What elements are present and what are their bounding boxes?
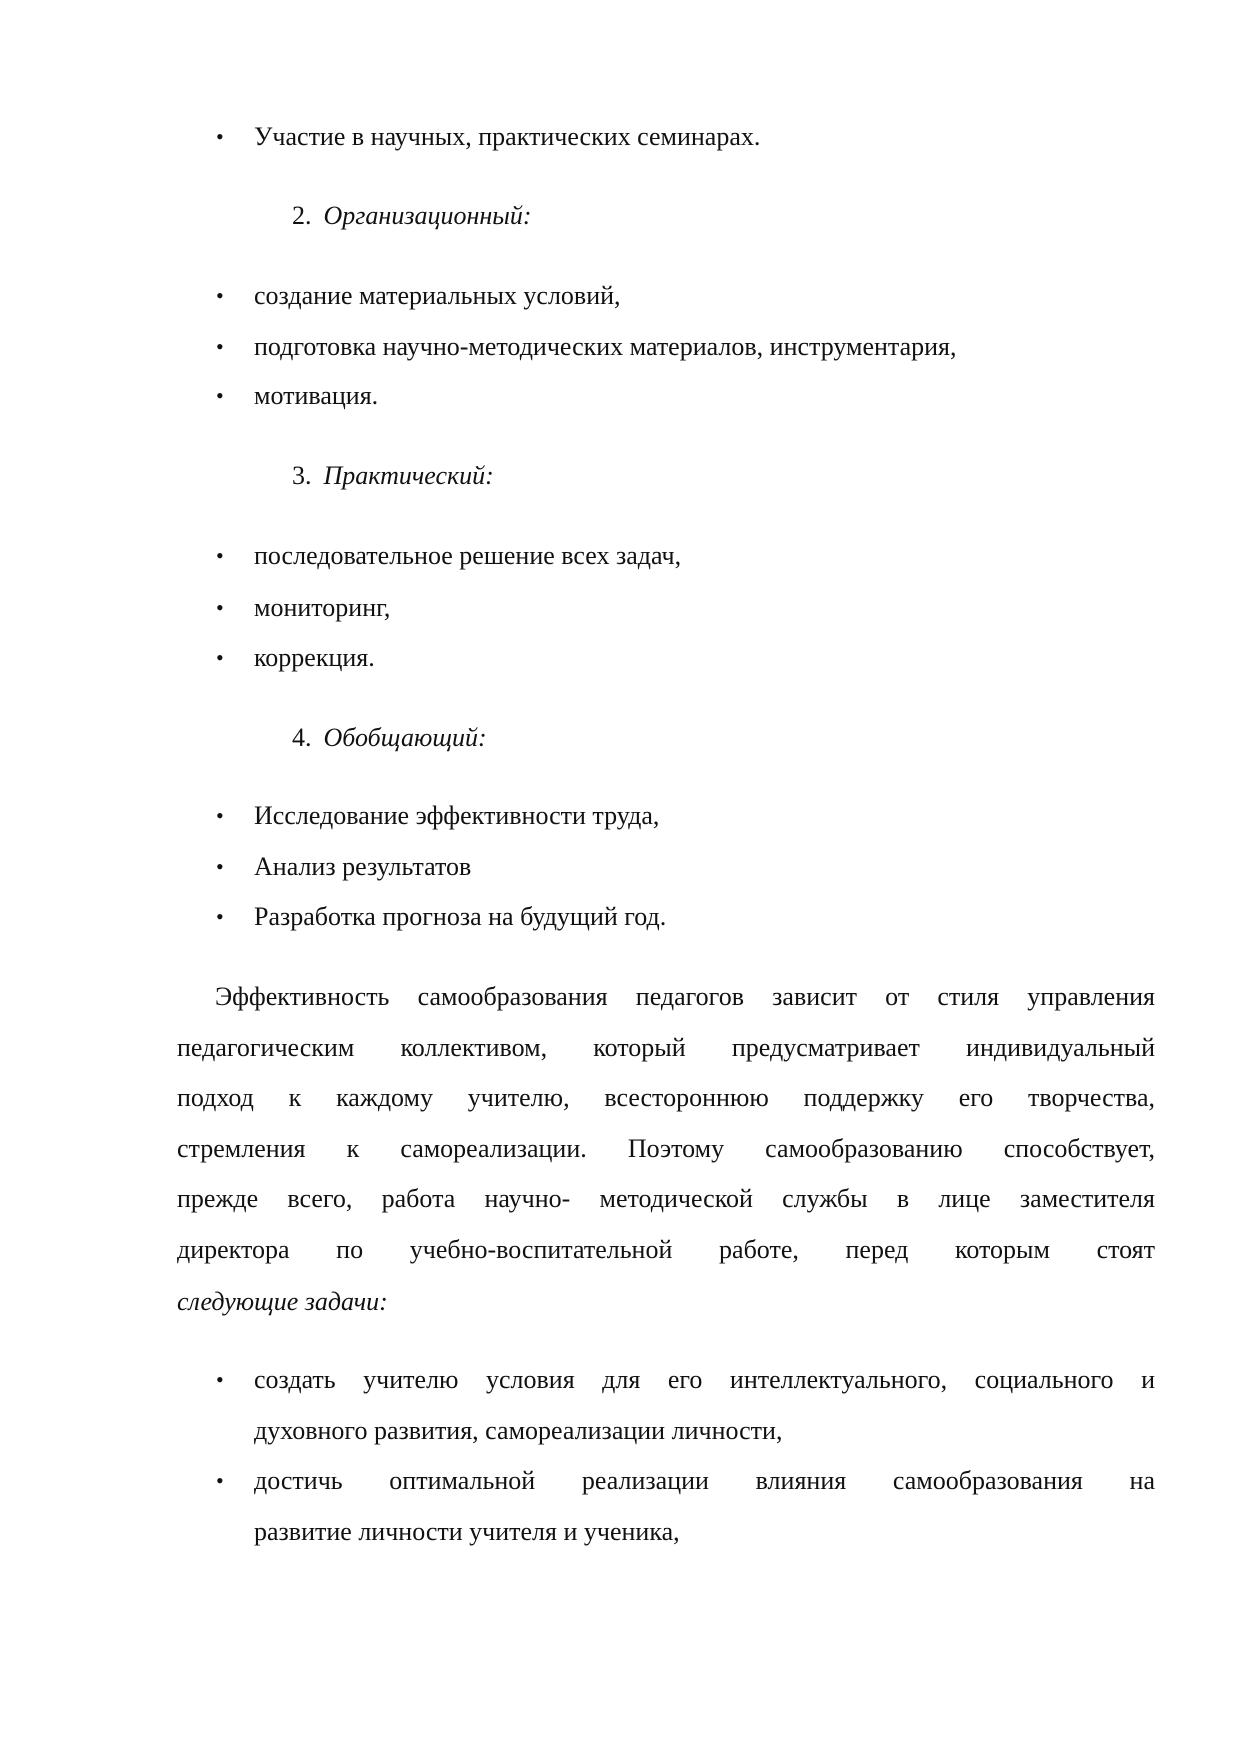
list-item: коррекция. [254, 643, 375, 672]
list-item: мониторинг, [254, 593, 391, 622]
bullet-icon: • [216, 1468, 224, 1493]
bullet-icon: • [216, 334, 224, 359]
bullet-icon: • [216, 803, 224, 828]
list-item: Анализ результатов [254, 852, 472, 881]
task-line: достичь оптимальной реализации влияния самообразования на [254, 1466, 1155, 1495]
task-line: создать учителю условия для его интеллектуального, социального и [254, 1365, 1155, 1394]
list-item: Участие в научных, практических семинарах. [254, 122, 761, 151]
paragraph-line: прежде всего, работа научно- методической службы в лице заместителя [177, 1184, 1155, 1213]
paragraph-line: педагогическим коллективом, который предусматривает индивидуальный [177, 1033, 1155, 1062]
list-item: Разработка прогноза на будущий год. [254, 902, 667, 931]
bullet-icon: • [216, 124, 224, 149]
paragraph-line: подход к каждому учителю, всестороннюю поддержку его творчества, [177, 1083, 1155, 1112]
task-line: духовного развития, самореализации личности, [254, 1416, 783, 1445]
bullet-icon: • [216, 383, 224, 408]
section-heading [292, 721, 487, 755]
list-item: последовательное решение всех задач, [254, 541, 682, 570]
paragraph-line [177, 1285, 1155, 1319]
section-number: 2. [292, 201, 312, 230]
section-number: 4. [292, 723, 312, 752]
paragraph-line: директора по учебно-воспитательной работе, перед которым стоят [177, 1235, 1155, 1264]
bullet-icon: • [216, 645, 224, 670]
paragraph-line: Эффективность самообразования педагогов зависит от стиля управления [215, 982, 1155, 1011]
bullet-icon: • [216, 854, 224, 879]
list-item: Исследование эффективности труда, [254, 801, 660, 830]
bullet-icon: • [216, 904, 224, 929]
list-item: мотивация. [254, 381, 379, 410]
list-item: создание материальных условий, [254, 281, 621, 310]
section-number: 3. [292, 461, 312, 490]
list-item: подготовка научно-методических материалов, инструментария, [254, 332, 957, 361]
section-title: Обобщающий: [323, 723, 487, 752]
section-heading [292, 459, 494, 493]
bullet-icon: • [216, 543, 224, 568]
bullet-icon: • [216, 283, 224, 308]
section-heading [292, 199, 532, 233]
bullet-icon: • [216, 1367, 224, 1392]
task-line: развитие личности учителя и ученика, [254, 1517, 680, 1546]
paragraph-line: стремления к самореализации. Поэтому самообразованию способствует, [177, 1134, 1155, 1163]
section-title: Организационный: [323, 201, 532, 230]
italic-phrase: следующие задачи: [177, 1287, 388, 1316]
section-title: Практический: [323, 461, 494, 490]
bullet-icon: • [216, 595, 224, 620]
